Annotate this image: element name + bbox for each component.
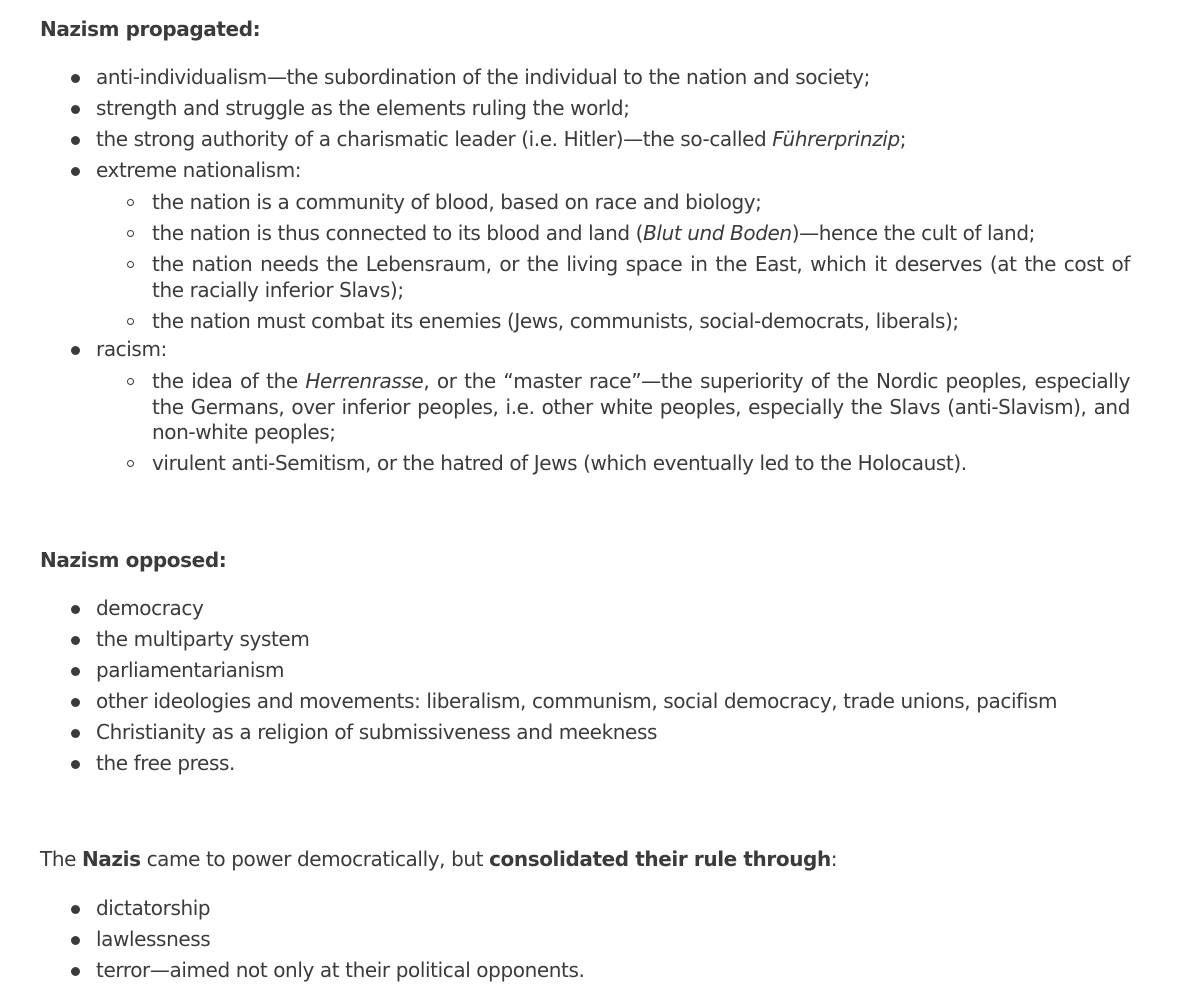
list-item-text: racism: [96, 337, 167, 361]
list-item-text: the free press. [96, 751, 235, 775]
section-heading-propagated: Nazism propagated: [40, 17, 261, 41]
sublist-item-text: the nation must combat its enemies (Jews, communists, social-democrats, liberals); [152, 308, 959, 333]
list-item [0, 93, 1130, 124]
list-item-text: extreme nationalism: [96, 158, 302, 182]
paragraph-bold-text: consolidated their rule through [489, 847, 831, 871]
list-item-text: strength and struggle as the elements ruling the world; [96, 96, 630, 120]
sublist-item-text: the idea of the [152, 369, 306, 393]
opposed-list [0, 593, 1130, 779]
list-item [0, 155, 1130, 334]
paragraph-text: came to power democratically, but [140, 847, 490, 871]
sublist-item-text: the nation needs the Lebensraum, or the living space in the East, which it deserves (at the cost of the racially inferior Slavs); [152, 252, 1130, 302]
list-item-text: anti-individualism—the subordination of the individual to the nation and society; [96, 65, 870, 89]
section-heading-opposed: Nazism opposed: [40, 548, 227, 572]
sublist-item [96, 369, 1130, 446]
list-item [0, 593, 1130, 624]
list-item [0, 748, 1130, 779]
paragraph-text: : [830, 847, 838, 871]
list-item-text: the multiparty system [96, 627, 310, 651]
list-item [0, 334, 1130, 477]
list-item [0, 893, 1130, 924]
list-item [0, 717, 1130, 748]
list-item [0, 62, 1130, 93]
sublist-item [96, 221, 1130, 247]
consolidation-list [0, 893, 1130, 986]
sublist-item-text: virulent anti-Semitism, or the hatred of Jews (which eventually led to the Holocaust). [152, 451, 967, 475]
consolidation-paragraph [40, 844, 837, 874]
nationalism-sublist [96, 190, 1130, 334]
list-item [0, 655, 1130, 686]
sublist-item-text: the nation is a community of blood, based on race and biology; [152, 190, 762, 214]
sublist-item-text: )—hence the cult of land; [791, 221, 1035, 245]
sublist-item-italic-term: Herrenrasse [305, 369, 424, 393]
list-item-text: parliamentarianism [96, 658, 285, 682]
sublist-item-text: the nation is thus connected to its blood and land ( [152, 221, 644, 245]
list-item-text: dictatorship [96, 896, 211, 920]
list-item-text: other ideologies and movements: liberalism, communism, social democracy, trade unions, pacifism [96, 689, 1058, 713]
propagated-list [0, 62, 1130, 477]
racism-sublist [96, 369, 1130, 477]
list-item-text: Christianity as a religion of submissiveness and meekness [96, 720, 657, 744]
list-item-text: ; [899, 127, 907, 151]
list-item-italic-term: Führerprinzip [772, 127, 900, 151]
sublist-item [96, 309, 1130, 335]
sublist-item-text: , or the “master race”—the superiority of the Nordic peoples, especially the Germans, over inferior peoples, i.e. other white peoples, especially the Slavs (anti-Slavism), and non-white peoples; [152, 369, 1131, 444]
list-item-text: democracy [96, 596, 204, 620]
list-item [0, 624, 1130, 655]
list-item [0, 124, 1130, 155]
list-item [0, 686, 1130, 717]
paragraph-text: The [40, 847, 82, 871]
sublist-item [96, 252, 1130, 303]
list-item [0, 955, 1130, 986]
list-item [0, 924, 1130, 955]
sublist-item-italic-term: Blut und Boden [643, 221, 792, 245]
list-item-text: the strong authority of a charismatic leader (i.e. Hitler)—the so-called [96, 127, 773, 151]
paragraph-bold-text: Nazis [81, 847, 141, 871]
sublist-item [96, 451, 1130, 477]
list-item-text: lawlessness [96, 927, 211, 951]
list-item-text: terror—aimed not only at their political opponents. [96, 958, 585, 982]
sublist-item [96, 190, 1130, 216]
